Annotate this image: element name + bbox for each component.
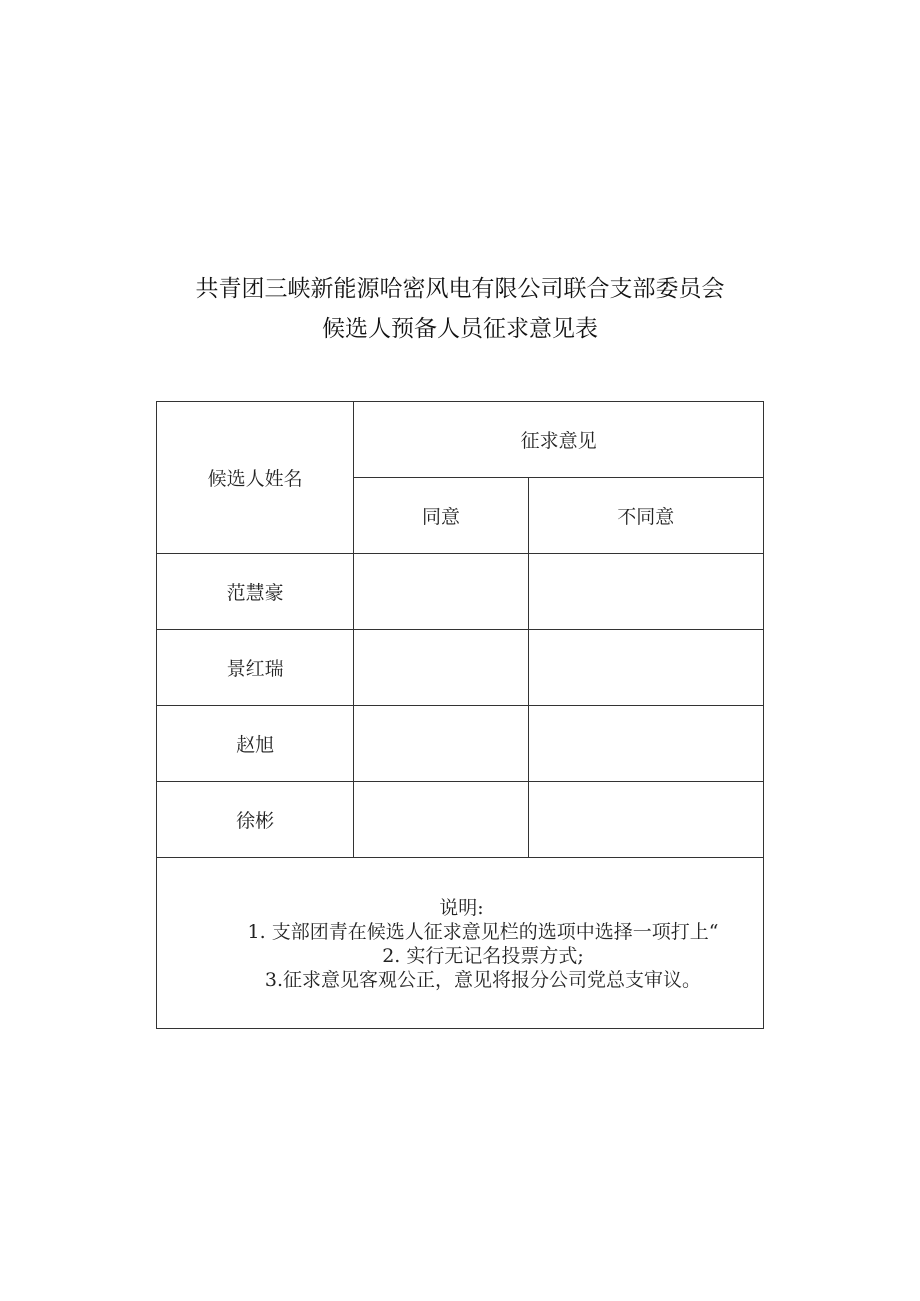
note-item: 3.征求意见客观公正，意见将报分公司党总支审议。 [264,969,702,991]
candidate-name: 景红瑞 [157,630,354,706]
title-line-2: 候选人预备人员征求意见表 [322,316,598,342]
note-item: 2. 实行无记名投票方式; [382,945,584,967]
disagree-cell[interactable] [528,706,763,782]
opinion-header: 征求意见 [354,402,764,478]
disagree-header: 不同意 [528,478,763,554]
note-item: 1. 支部团青在候选人征求意见栏的选项中选择一项打上“ [247,921,719,943]
disagree-cell[interactable] [528,782,763,858]
candidate-name: 徐彬 [157,782,354,858]
agree-cell[interactable] [354,554,528,630]
table-row [157,706,764,782]
disagree-cell[interactable] [528,554,763,630]
title-line-1: 共青团三峡新能源哈密风电有限公司联合支部委员会 [195,276,725,302]
candidate-name: 赵旭 [157,706,354,782]
agree-cell[interactable] [354,630,528,706]
agree-cell[interactable] [354,706,528,782]
agree-header: 同意 [354,478,528,554]
table-row [157,554,764,630]
document-title [0,272,920,346]
notes-cell [157,858,764,1029]
agree-cell[interactable] [354,782,528,858]
candidate-name: 范慧豪 [157,554,354,630]
table-row [157,782,764,858]
table-row [157,630,764,706]
opinion-form-table [156,401,764,1029]
notes-label: 说明: [439,897,484,919]
notes-list [157,920,763,992]
disagree-cell[interactable] [528,630,763,706]
candidate-name-header: 候选人姓名 [157,402,354,554]
